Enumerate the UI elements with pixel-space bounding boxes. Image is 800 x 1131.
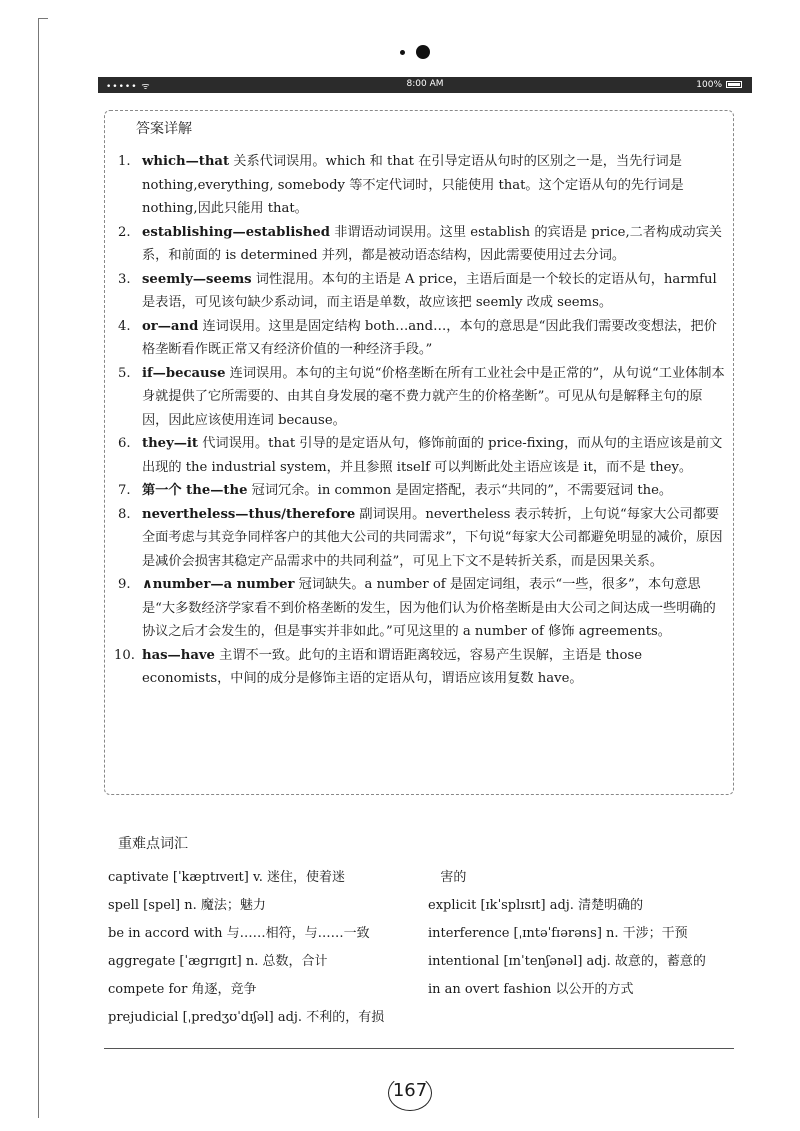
answer-text: 副词误用。nevertheless 表示转折，上句说“每家大公司都要全面考虑与其竞争同样客户的其他大公司的共同需求”，下句说“每家大公司都避免明显的减价，原因是减价会损害其稳定产品需求中的共同利益”，可见上下文不是转折关系，而是因果关系。 xyxy=(142,506,723,569)
answer-list xyxy=(114,150,728,691)
vocab-column-right xyxy=(428,864,748,1004)
answer-key: has—have xyxy=(142,647,215,663)
scan-edge-line xyxy=(38,18,39,1118)
answer-item xyxy=(118,315,728,362)
answer-number: 2. xyxy=(118,224,131,240)
vocab-entry: intentional [ɪnˈtenʃənəl] adj. 故意的，蓄意的 xyxy=(428,954,706,969)
answer-item xyxy=(118,479,728,503)
answer-key: which—that xyxy=(142,154,230,169)
answer-text: 代词误用。that 引导的是定语从句，修饰前面的 price-fixing，而从句的主语应该是前文出现的 the industrial system，并且参照 itself 可以判断此处主语应该是 it，而不是 they。 xyxy=(142,436,723,475)
vocab-entry: explicit [ɪkˈsplɪsɪt] adj. 清楚明确的 xyxy=(428,898,644,913)
answer-key: nevertheless—thus/therefore xyxy=(142,506,356,522)
battery-percent: 100% xyxy=(696,80,722,90)
vocab-entry: 害的 xyxy=(428,870,467,885)
vocab-entry: be in accord with 与……相符，与……一致 xyxy=(108,926,370,941)
answer-key: seemly—seems xyxy=(142,271,252,287)
answer-text: 词性混用。本句的主语是 A price，主语后面是一个较长的定语从句，harmful 是表语，可见该句缺少系动词，而主语是单数，故应该把 seemly 改成 seems。 xyxy=(142,271,717,310)
answer-text: 主谓不一致。此句的主语和谓语距离较远，容易产生误解，主语是 those economists，中间的成分是修饰主语的定语从句，谓语应该用复数 have。 xyxy=(142,647,643,686)
answer-text: 连词误用。这里是固定结构 both…and…，本句的意思是“因此我们需要改变想法，把价格垄断看作既正常又有经济价值的一种经济手段。” xyxy=(142,318,717,357)
answer-key: or—and xyxy=(142,318,199,334)
vocab-entry: aggregate [ˈægrɪgɪt] n. 总数，合计 xyxy=(108,954,328,969)
answer-key: establishing—established xyxy=(142,224,331,240)
sensor-dot xyxy=(400,50,405,55)
answer-item xyxy=(118,221,728,268)
answer-number: 10. xyxy=(114,647,135,663)
vocab-entry: spell [spel] n. 魔法；魅力 xyxy=(108,898,266,913)
vocab-section-title: 重难点词汇 xyxy=(118,836,188,852)
answer-number: 5. xyxy=(118,365,131,381)
answer-key: if—because xyxy=(142,365,226,381)
scan-edge-tick xyxy=(38,18,48,19)
battery-icon xyxy=(726,81,742,88)
answer-text: 非谓语动词误用。这里 establish 的宾语是 price,二者构成动宾关系，和前面的 is determined 并列，都是被动语态结构，因此需要使用过去分词。 xyxy=(142,224,722,263)
answer-number: 1. xyxy=(118,154,131,169)
answer-number: 3. xyxy=(118,271,131,287)
answer-key: 第一个 the—the xyxy=(142,483,248,498)
answer-number: 9. xyxy=(118,577,131,592)
answer-text: 关系代词误用。which 和 that 在引导定语从句时的区别之一是，当先行词是 nothing,everything, somebody 等不定代词时，只能使用 that。这个定语从句的先行词是 nothing,因此只能用 that。 xyxy=(142,154,684,216)
answer-text: 冠词冗余。in common 是固定搭配，表示“共同的”，不需要冠词 the。 xyxy=(247,483,673,498)
answer-item xyxy=(118,503,728,574)
answer-number: 6. xyxy=(118,436,131,451)
answer-item xyxy=(118,150,728,221)
device-status-bar xyxy=(98,77,752,93)
camera-lens xyxy=(416,45,430,59)
vocab-entry: captivate [ˈkæptɪveɪt] v. 迷住，使着迷 xyxy=(108,870,346,885)
vocab-entry: interference [ˌɪntəˈfɪərəns] n. 干涉；干预 xyxy=(428,926,688,941)
vocab-entry: prejudicial [ˌpredʒʊˈdɪʃəl] adj. 不利的，有损 xyxy=(108,1010,385,1025)
answer-key: they—it xyxy=(142,436,199,451)
page-number: 167 xyxy=(386,1071,434,1111)
vocab-entry: in an overt fashion 以公开的方式 xyxy=(428,982,634,997)
vocab-column-left xyxy=(108,864,418,1032)
signal-icon: ••••• ᯤ xyxy=(106,82,151,92)
answer-item xyxy=(114,644,728,691)
answer-text: 连词误用。本句的主句说“价格垄断在所有工业社会中是正常的”，从句说“工业体制本身就提供了它所需要的、由其自身发展的毫不费力就产生的价格垄断”。可见从句是解释主句的原因，因此应该使用连词 because。 xyxy=(142,365,725,428)
answer-section-title: 答案详解 xyxy=(136,121,192,137)
answer-text: 冠词缺失。a number of 是固定词组，表示“一些，很多”，本句意思是“大多数经济学家看不到价格垄断的发生，因为他们认为价格垄断是由大公司之间达成一些明确的协议之后才会发生的，但是事实并非如此。”可见这里的 a number of 修饰 agreements。 xyxy=(142,577,716,639)
answer-item xyxy=(118,573,728,644)
answer-key: ∧number—a number xyxy=(142,577,295,592)
answer-item xyxy=(118,432,728,479)
answer-item xyxy=(118,268,728,315)
answer-item xyxy=(118,362,728,433)
answer-number: 8. xyxy=(118,506,131,522)
answer-number: 7. xyxy=(118,483,131,498)
vocab-entry: compete for 角逐，竞争 xyxy=(108,982,257,997)
device-camera xyxy=(390,42,450,62)
footer-divider xyxy=(104,1048,734,1049)
status-time: 8:00 AM xyxy=(406,79,444,89)
answer-number: 4. xyxy=(118,318,131,334)
